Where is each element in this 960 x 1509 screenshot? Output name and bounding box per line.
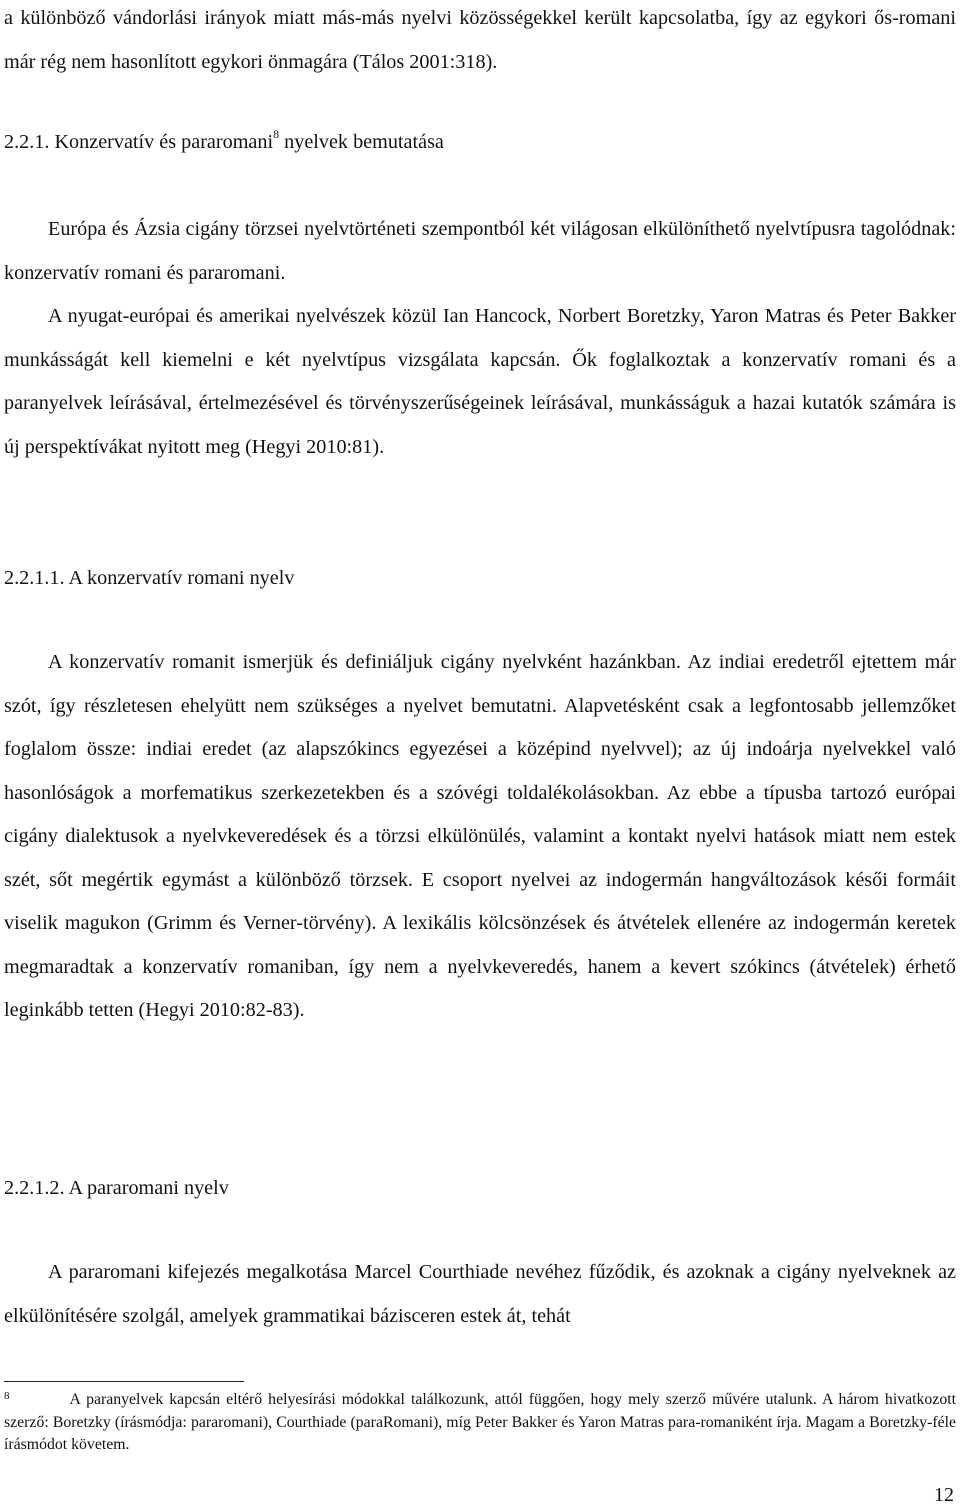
footnote-text: A paranyelvek kapcsán eltérő helyesírási módokkal találkozunk, attól függően, hogy mely szerző művére utalunk. A három hivatkozott szerző: Boretzky (írásmódja: pararomani), Courthiade (paraRomani), míg Peter Bakker és Yaron Matras para-romaniként írja. Magam a Boretzky-féle írásmódot követem.	[4, 1391, 956, 1453]
footnote-mark: 8	[4, 1390, 10, 1402]
page-number: 12	[934, 1484, 954, 1506]
footnote	[4, 1389, 956, 1456]
footnote-separator	[4, 1381, 244, 1382]
section-heading-2-2-1-2: 2.2.1.2. A pararomani nyelv	[4, 1177, 229, 1199]
paragraph-konzervativ-romani: A konzervatív romanit ismerjük és definiáljuk cigány nyelvként hazánkban. Az indiai eredetről ejtettem már szót, így részletesen ehelyütt nem szükséges a nyelvet bemutatni. Alapvetésként csak a legfontosabb jellemzőket foglalom össze: indiai eredet (az alapszókincs egyezései a középind nyelvvel); az új indoárja nyelvekkel való hasonlóságok a morfematikus szerkezetekben és a szóvégi toldalékolásokban. Az ebbe a típusba tartozó európai cigány dialektusok a nyelvkeveredések és a törzsi elkülönülés, valamint a kontakt nyelvi hatások miatt nem estek szét, sőt megértik egymást a különböző törzsek. E csoport nyelvei az indogermán hangváltozások késői formáit viselik magukon (Grimm és Verner-törvény). A lexikális kölcsönzések és átvételek ellenére az indogermán keretek megmaradtak a konzervatív romaniban, így nem a nyelvkeveredés, hanem a kevert szókincs (átvételek) érhető leginkább tetten (Hegyi 2010:82-83).	[4, 651, 956, 1021]
paragraph-nyelveszek: A nyugat-európai és amerikai nyelvészek közül Ian Hancock, Norbert Boretzky, Yaron Matras és Peter Bakker munkásságát kell kiemelni e két nyelvtípus vizsgálata kapcsán. Ők foglalkoztak a konzervatív romani és a paranyelvek leírásával, értelmezésével és törvényszerűségeinek leírásával, munkásságuk a hazai kutatók számára is új perspektívákat nyitott meg (Hegyi 2010:81).	[4, 305, 956, 458]
section-title: Konzervatív és pararomani	[54, 131, 274, 153]
section-heading-2-2-1	[4, 128, 444, 156]
paragraph-pararomani: A pararomani kifejezés megalkotása Marcel Courthiade nevéhez fűződik, és azoknak a cigány nyelveknek az elkülönítésére szolgál, amelyek grammatikai bázisceren estek át, tehát	[4, 1261, 956, 1327]
footnote-reference[interactable]: 8	[273, 127, 280, 142]
paragraph-nyelvtipusok: Európa és Ázsia cigány törzsei nyelvtörténeti szempontból két világosan elkülöníthető nyelvtípusra tagolódnak: konzervatív romani és pararomani.	[4, 218, 956, 284]
section-heading-2-2-1-1: 2.2.1.1. A konzervatív romani nyelv	[4, 567, 295, 589]
section-number: 2.2.1.	[4, 131, 50, 153]
section-title-rest: nyelvek bemutatása	[284, 131, 444, 153]
intro-paragraph: a különböző vándorlási irányok miatt más-más nyelvi közösségekkel került kapcsolatba, így az egykori ős-romani már rég nem hasonlított egykori önmagára (Tálos 2001:318).	[4, 7, 956, 73]
